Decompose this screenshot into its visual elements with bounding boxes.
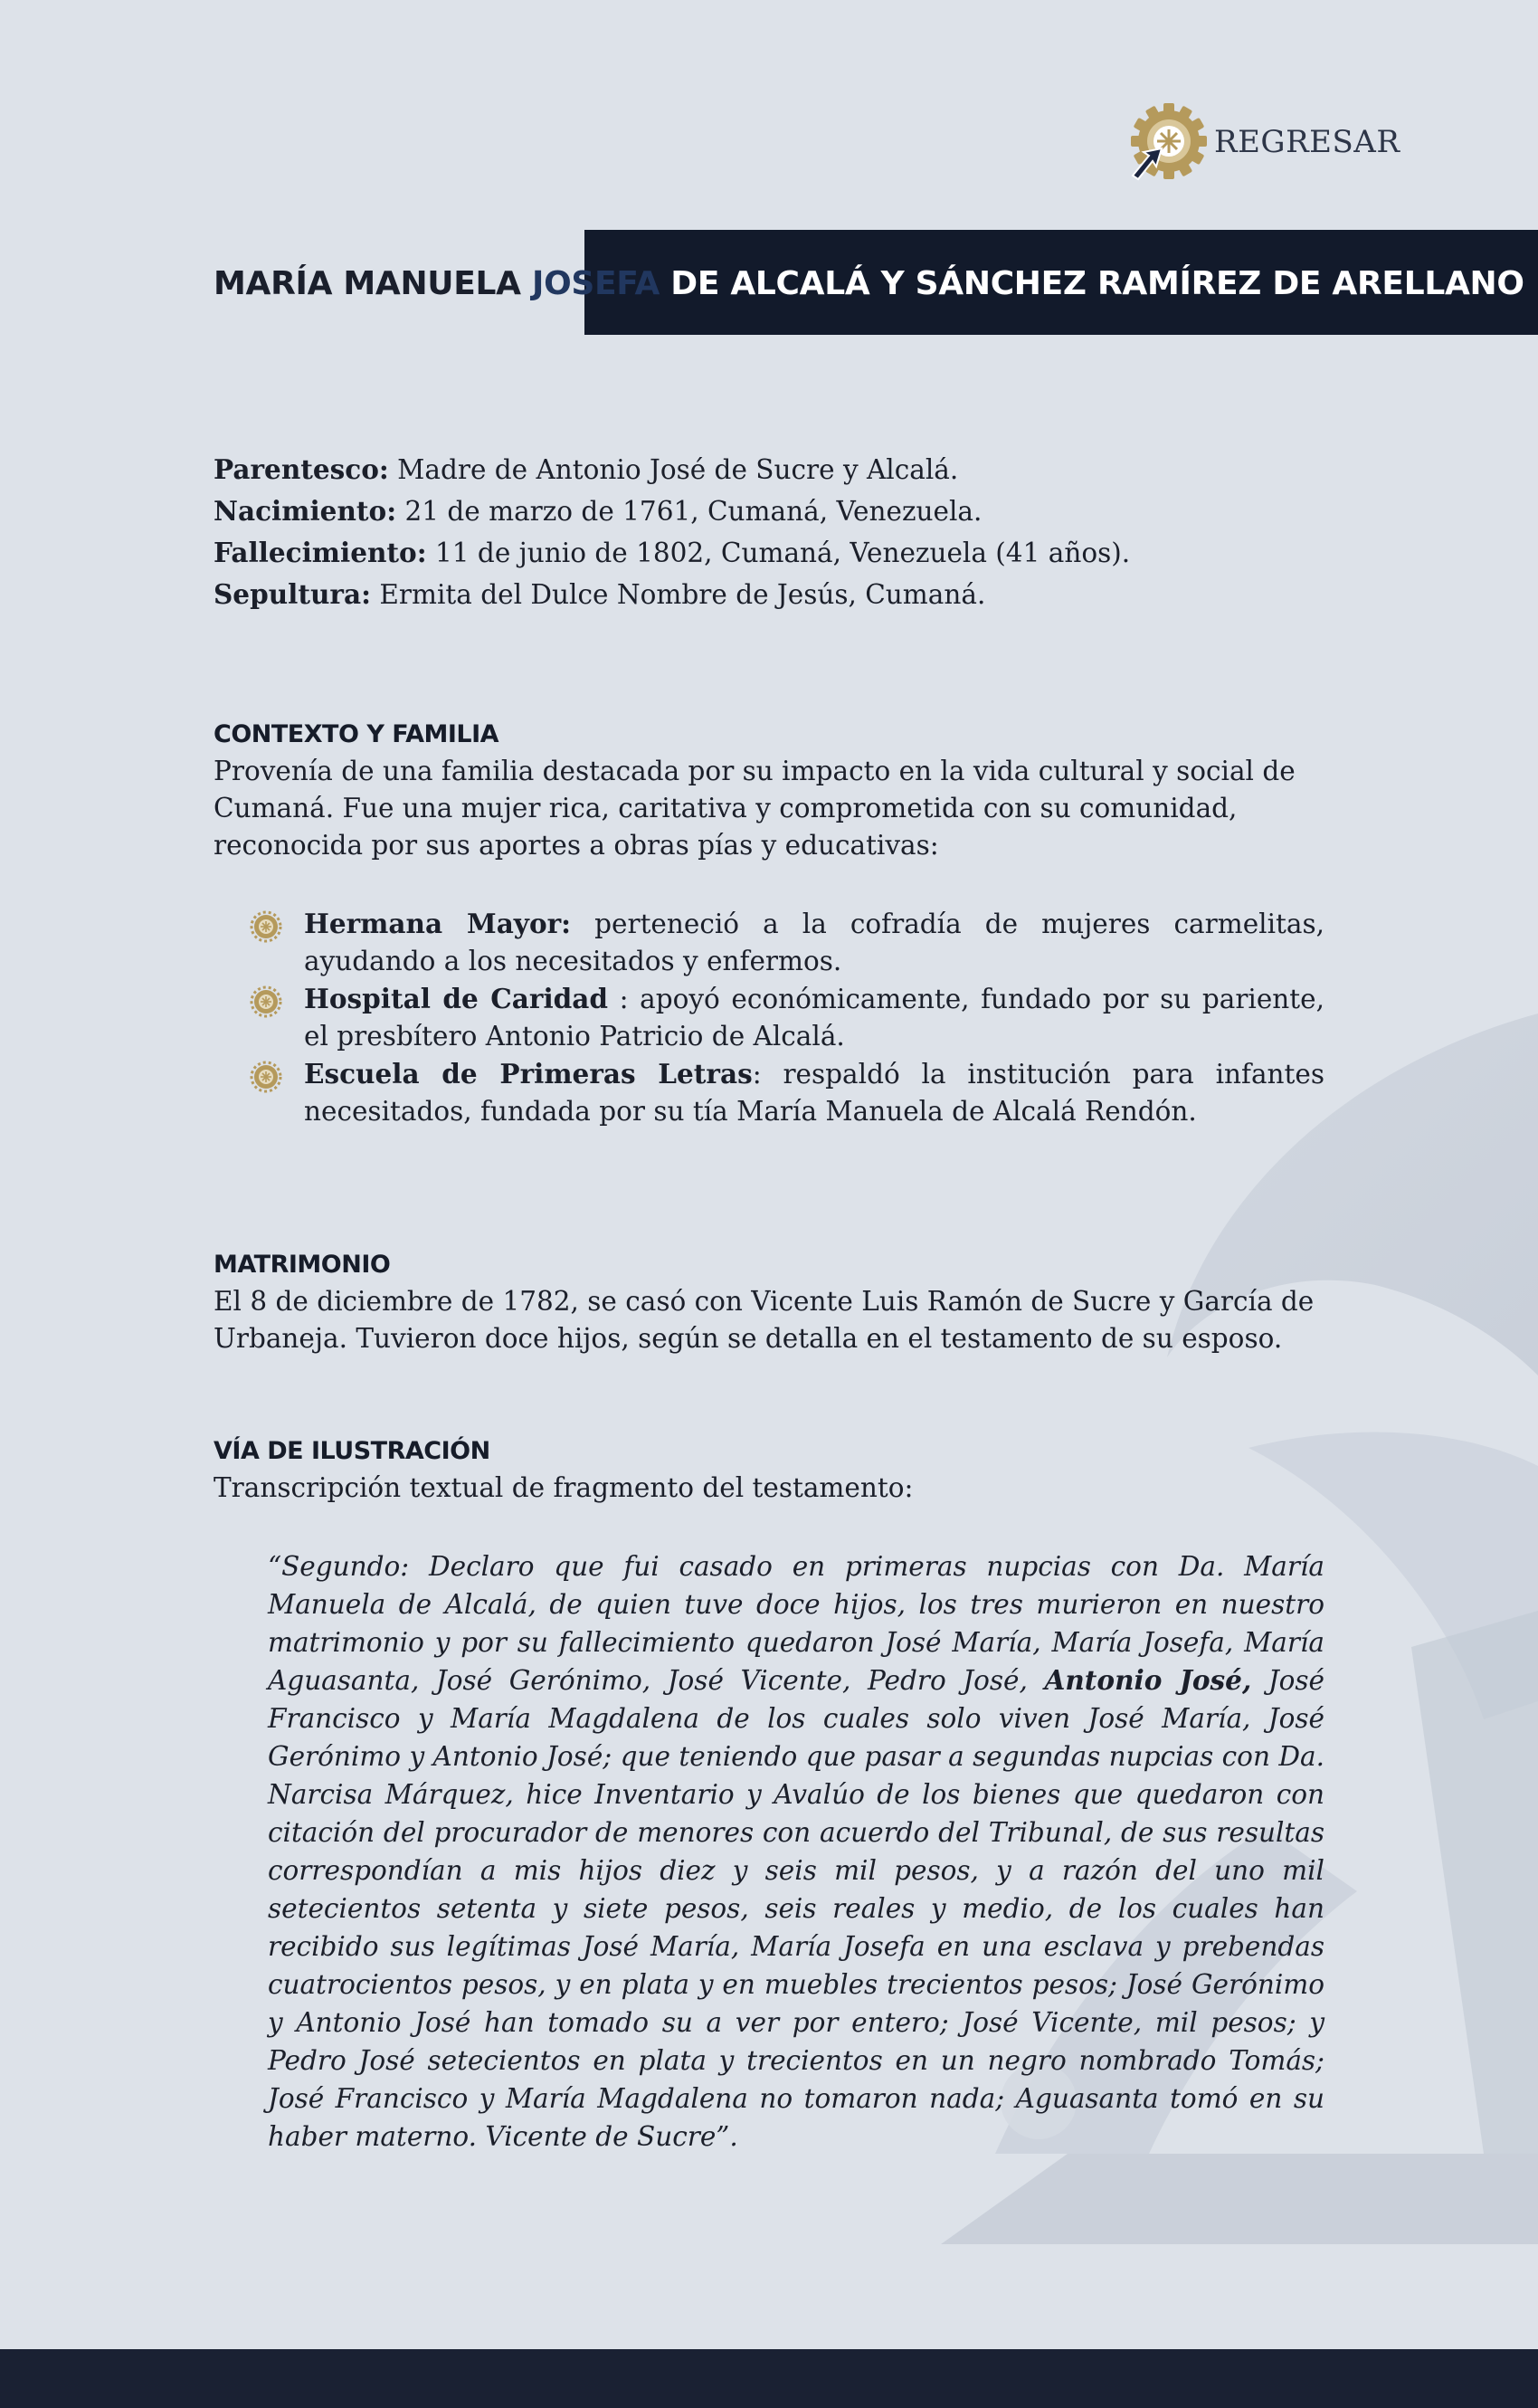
fact-fallecimiento xyxy=(214,532,1324,574)
matrimonio-paragraph: El 8 de diciembre de 1782, se casó con Vicente Luis Ramón de Sucre y García de Urbaneja. Tuvieron doce hijos, según se detalla en el testamento de su esposo. xyxy=(214,1286,1315,1354)
title-part-1: MARÍA MANUELA xyxy=(214,265,532,302)
quote-text-after: José Francisco y María Magdalena de los cuales solo viven José María, José Gerónimo y Antonio José; que teniendo que pasar a segundas nupcias con Da. Narcisa Márquez, hice Inventario y Avalúo de los bienes que quedaron con citación del procurador de menores con acuerdo del Tribunal, de sus resultas correspondían a mis hijos diez y seis mil pesos, y a razón del uno mil setecientos setenta y siete pesos, seis reales y medio, de los cuales han recibido sus legítimas José María, María Josefa en una esclava y prebendas cuatrocientos pesos, y en plata y en muebles trecientos pesos; José Gerónimo y Antonio José han tomado su a ver por entero; José Vicente, mil pesos; y Pedro José setecientos en plata y trecientos en un negro nombrado Tomás; José Francisco y María Magdalena no tomaron nada; Aguasanta tomó en su haber materno. Vicente de Sucre”. xyxy=(268,1665,1324,2152)
section-via xyxy=(214,1433,1324,1507)
bullet-text: : respaldó la institución para infantes necesitados, fundada por su tía María Manuela de Alcalá Rendón. xyxy=(304,1059,1324,1127)
fact-nacimiento xyxy=(214,490,1324,532)
fact-value: 11 de junio de 1802, Cumaná, Venezuela (41 años). xyxy=(426,538,1131,568)
fact-value: Madre de Antonio José de Sucre y Alcalá. xyxy=(388,454,959,485)
fact-label: Parentesco: xyxy=(214,453,389,485)
fact-label: Fallecimiento: xyxy=(214,537,427,568)
list-item xyxy=(250,905,1324,980)
bullet-label: Hospital de Caridad xyxy=(304,983,609,1014)
fact-label: Sepultura: xyxy=(214,578,371,610)
gear-bullet-icon xyxy=(250,1061,282,1093)
section-heading-contexto: CONTEXTO Y FAMILIA xyxy=(214,720,499,748)
page-title xyxy=(214,264,1524,304)
gear-bullet-icon xyxy=(250,985,282,1018)
facts-list xyxy=(214,449,1324,615)
back-label: REGRESAR xyxy=(1214,124,1400,160)
list-item xyxy=(250,980,1324,1055)
fact-value: Ermita del Dulce Nombre de Jesús, Cumaná. xyxy=(370,579,986,610)
fact-parentesco xyxy=(214,449,1324,490)
section-heading-via: VÍA DE ILUSTRACIÓN xyxy=(214,1437,490,1465)
title-part-2: JOSEFA xyxy=(531,265,660,302)
list-item xyxy=(250,1055,1324,1130)
bullet-text: : apoyó económicamente, fundado por su pariente, el presbítero Antonio Patricio de Alcalá. xyxy=(304,984,1324,1052)
back-button[interactable] xyxy=(1122,101,1400,183)
contexto-bullets xyxy=(250,905,1324,1130)
footer-bar xyxy=(0,2349,1538,2408)
fact-label: Nacimiento: xyxy=(214,495,397,527)
quote-highlight: Antonio José, xyxy=(1044,1664,1252,1696)
bullet-text: perteneció a la cofradía de mujeres carmelitas, ayudando a los necesitados y enfermos. xyxy=(304,909,1324,976)
contexto-paragraph: Provenía de una familia destacada por su impacto en la vida cultural y social de Cumaná. Fue una mujer rica, caritativa y comprometida con su comunidad, reconocida por sus aportes a obras pías y educativas: xyxy=(214,756,1296,861)
section-contexto xyxy=(214,717,1324,864)
quote-text-before: “Segundo: Declaro que fui casado en primeras nupcias con Da. María Manuela de Alcalá, de quien tuve doce hijos, los tres murieron en nuestro matrimonio y por su fallecimiento quedaron José María, María Josefa, María Aguasanta, José Gerónimo, José Vicente, Pedro José, xyxy=(268,1551,1324,1696)
via-paragraph: Transcripción textual de fragmento del testamento: xyxy=(214,1472,914,1503)
bullet-label: Hermana Mayor: xyxy=(304,908,572,939)
section-matrimonio xyxy=(214,1247,1324,1357)
fact-value: 21 de marzo de 1761, Cumaná, Venezuela. xyxy=(396,496,983,527)
title-part-3: DE ALCALÁ Y SÁNCHEZ RAMÍREZ DE ARELLANO xyxy=(660,265,1524,302)
testament-quote xyxy=(268,1547,1324,2156)
section-heading-matrimonio: MATRIMONIO xyxy=(214,1251,391,1279)
bullet-label: Escuela de Primeras Letras xyxy=(304,1058,753,1090)
gear-cursor-icon xyxy=(1122,101,1212,183)
fact-sepultura xyxy=(214,574,1324,615)
gear-bullet-icon xyxy=(250,910,282,943)
